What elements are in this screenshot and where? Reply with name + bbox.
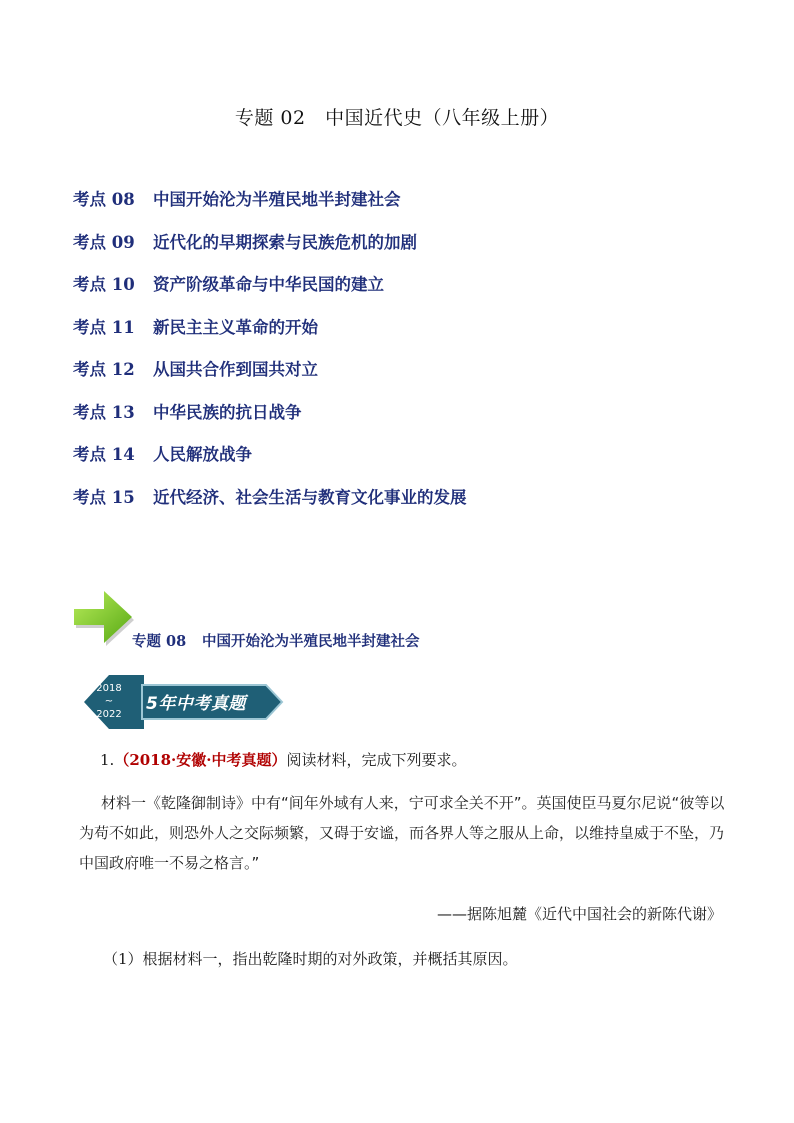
toc-item-text: 人民解放战争	[153, 445, 252, 464]
year-end: 2022	[96, 709, 122, 720]
material-passage: 材料一《乾隆御制诗》中有“间年外域有人来，宁可求全关不开”。英国使臣马夏尔尼说“彼等以为苟不如此，则恐外人之交际频繁，又碍于安谧，而各界人等之服从上命，以维持皇威于不坠，乃中国政府唯一不易之格言。”	[79, 794, 725, 872]
year-range	[76, 671, 142, 733]
toc-item-number: 考点 11	[73, 317, 135, 337]
toc-item	[73, 272, 467, 315]
green-arrow-icon	[70, 583, 134, 647]
toc-item-text: 新民主主义革命的开始	[153, 317, 318, 337]
toc-item-number: 考点 10	[73, 275, 135, 294]
toc-item-number: 考点 09	[73, 232, 135, 252]
toc-item-number: 考点 14	[73, 445, 135, 464]
toc-item-number: 考点 13	[73, 402, 135, 422]
toc-item	[73, 357, 467, 400]
toc-item-number: 考点 12	[73, 360, 135, 379]
five-year-exam-banner	[76, 671, 286, 733]
document-title: 专题 02 中国近代史（八年级上册）	[234, 107, 560, 129]
toc-item-number: 考点 15	[73, 487, 135, 507]
toc-item-text: 中华民族的抗日战争	[153, 402, 302, 422]
topic-list	[73, 187, 467, 527]
toc-item	[73, 315, 467, 358]
question-source: （2018·安徽·中考真题）	[114, 751, 287, 769]
year-start: 2018	[96, 683, 122, 694]
section-heading	[132, 630, 420, 651]
toc-item	[73, 442, 467, 485]
section-number: 专题 08	[132, 633, 187, 650]
sub-question: （1）根据材料一，指出乾隆时期的对外政策，并概括其原因。	[103, 950, 518, 968]
question-prompt: 阅读材料，完成下列要求。	[286, 751, 467, 769]
toc-item-text: 从国共合作到国共对立	[153, 360, 318, 379]
toc-item-text: 近代化的早期探索与民族危机的加剧	[153, 232, 417, 252]
toc-item-number: 考点 08	[73, 190, 135, 209]
toc-item	[73, 485, 467, 528]
banner-label: 5年中考真题	[146, 694, 246, 714]
toc-item	[73, 400, 467, 443]
year-tilde: ~	[104, 696, 114, 707]
toc-item-text: 近代经济、社会生活与教育文化事业的发展	[153, 487, 467, 507]
toc-item-text: 资产阶级革命与中华民国的建立	[153, 275, 384, 294]
material-citation: ——据陈旭麓《近代中国社会的新陈代谢》	[436, 905, 722, 923]
question-line	[100, 749, 467, 770]
toc-item	[73, 230, 467, 273]
section-title: 中国开始沦为半殖民地半封建社会	[202, 633, 420, 650]
toc-item	[73, 187, 467, 230]
question-number: 1.	[100, 751, 115, 769]
toc-item-text: 中国开始沦为半殖民地半封建社会	[153, 190, 401, 209]
